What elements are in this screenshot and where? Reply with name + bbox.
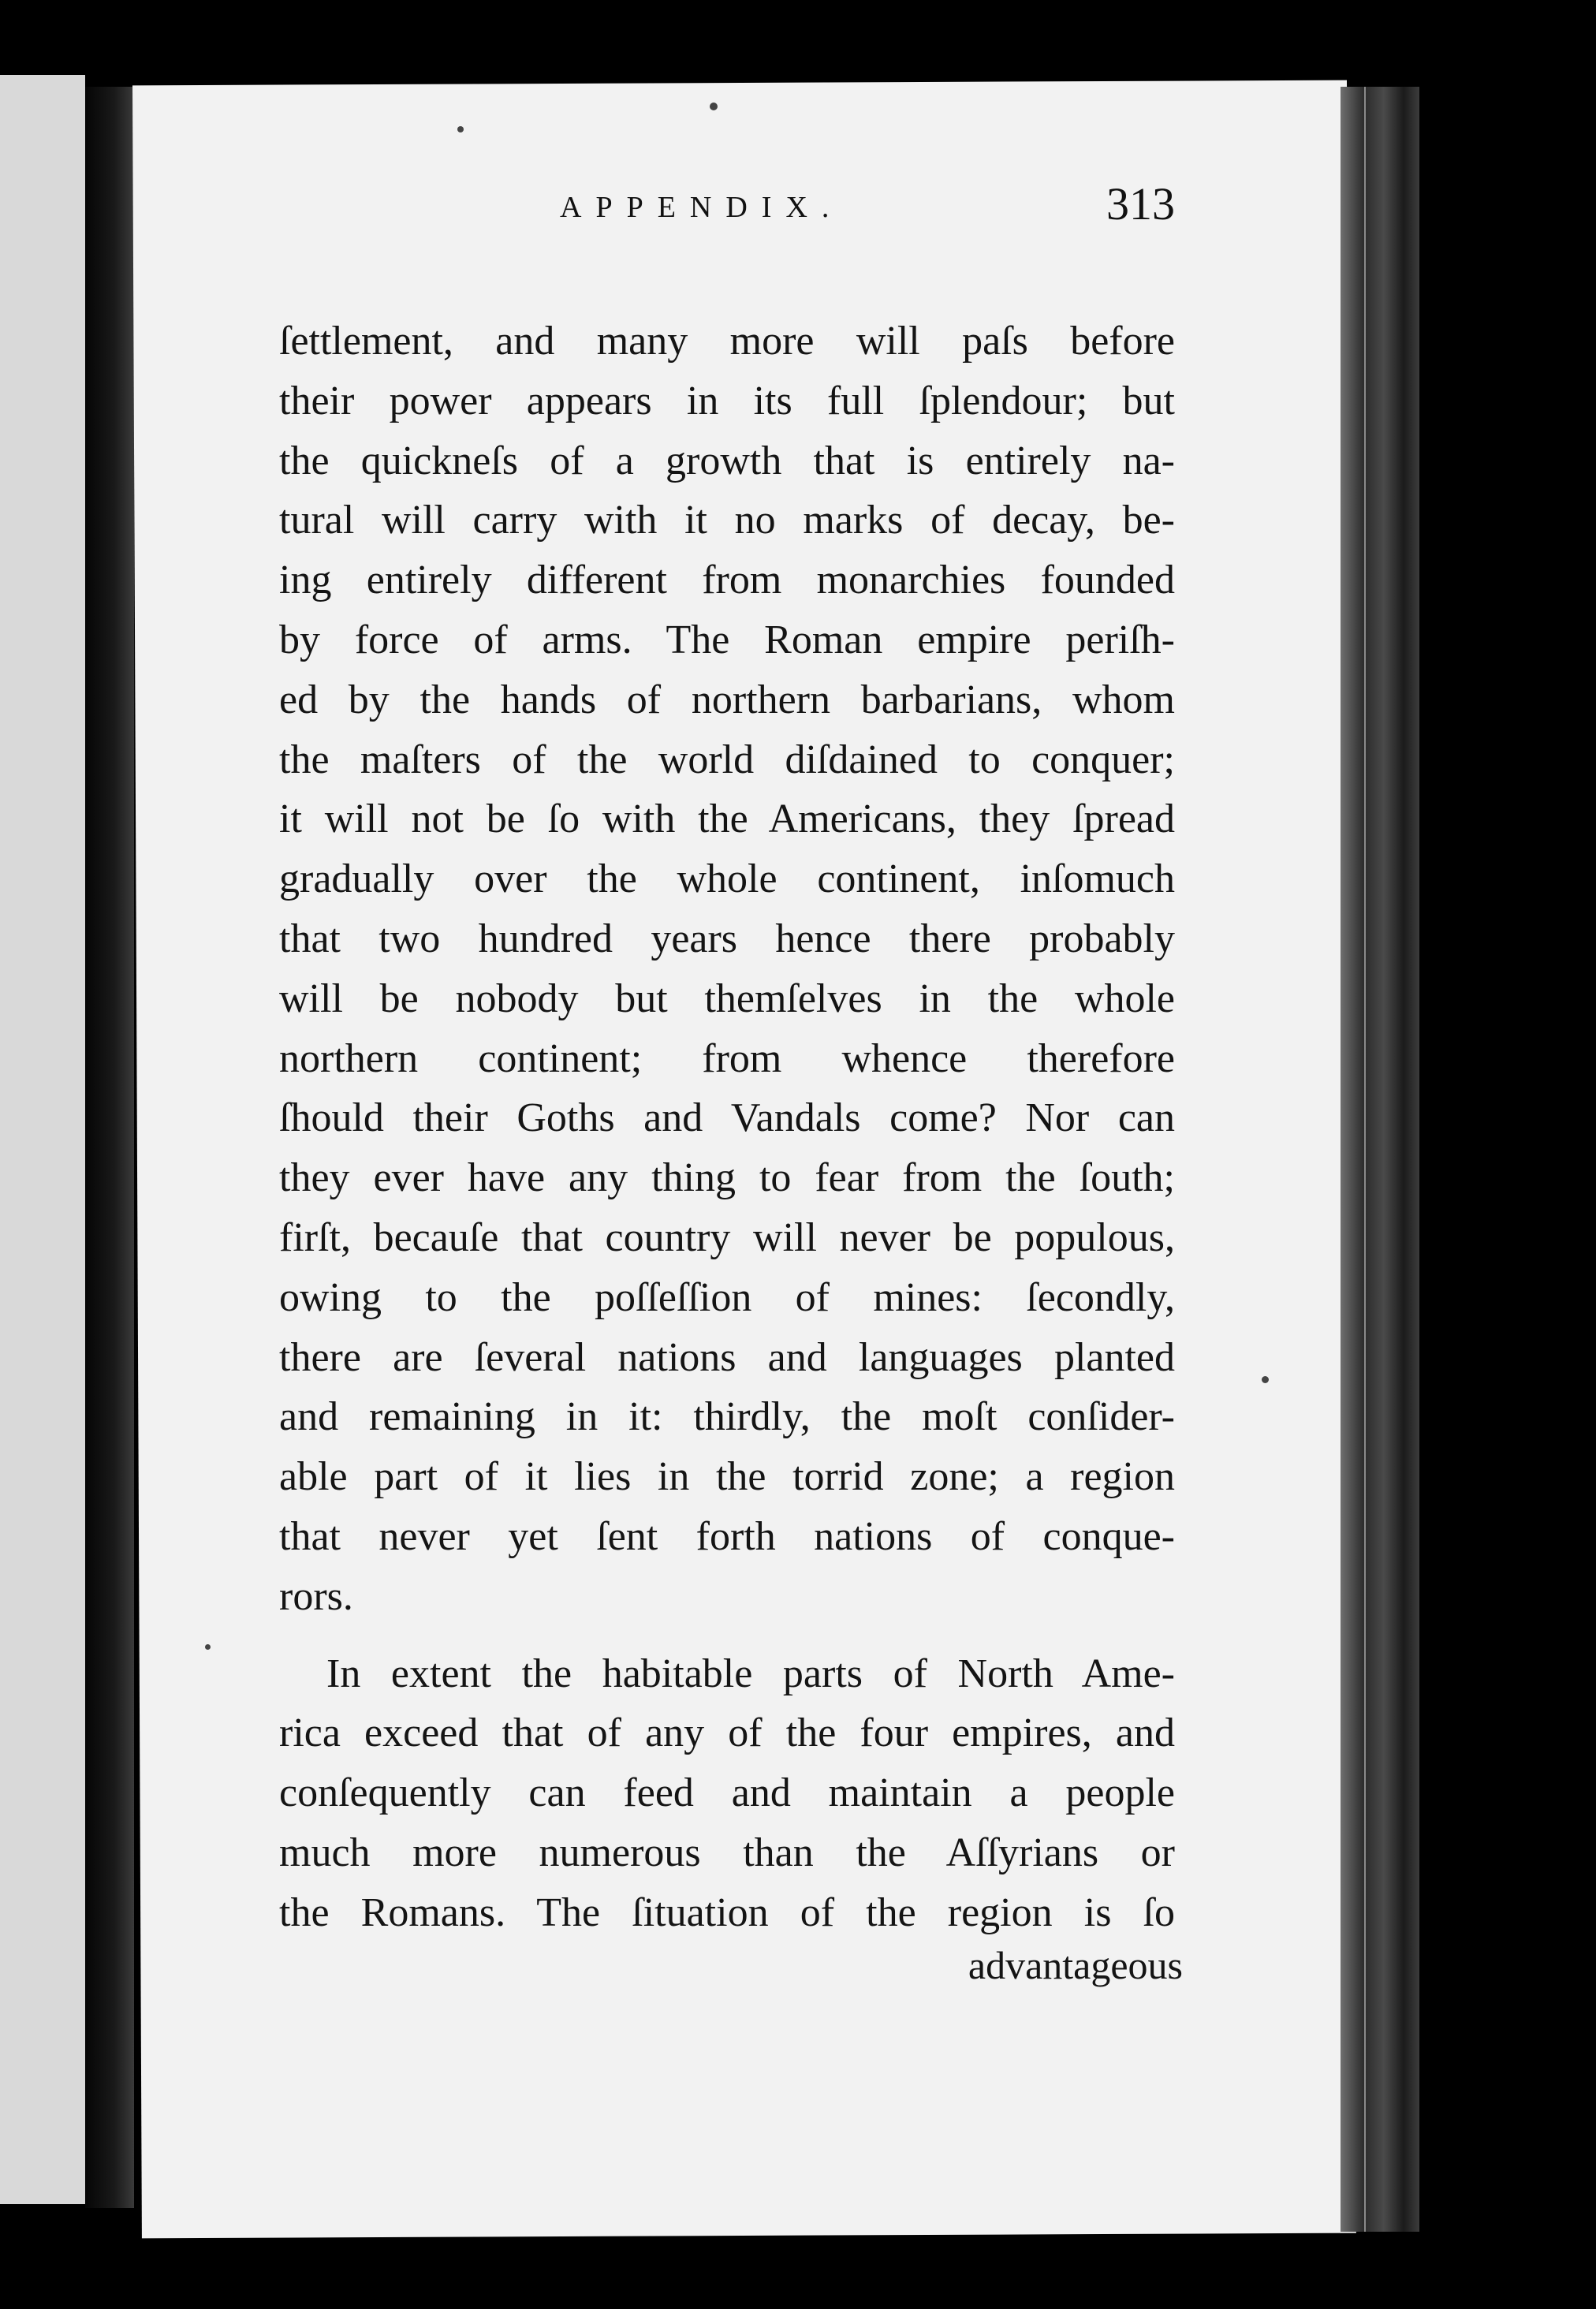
ink-speck xyxy=(457,126,464,132)
text-line: tural will carry with it no marks of decay, be- xyxy=(279,498,1175,543)
ink-speck xyxy=(205,1644,211,1650)
catchword: advantageous xyxy=(968,1943,1183,1987)
text-line: In extent the habitable parts of North Ame- xyxy=(326,1651,1175,1696)
text-line: there are ſeveral nations and languages planted xyxy=(279,1334,1175,1380)
text-line: that never yet ſent forth nations of conque- xyxy=(279,1513,1175,1559)
running-title: APPENDIX. xyxy=(560,191,844,224)
text-line: by force of arms. The Roman empire periſh- xyxy=(279,617,1175,662)
text-line: the maſters of the world diſdained to conquer; xyxy=(279,737,1175,782)
text-line: firſt, becauſe that country will never be populous, xyxy=(279,1214,1175,1260)
text-line: the Romans. The ſituation of the region is ſo xyxy=(279,1889,1175,1935)
paragraph xyxy=(279,1644,1175,1943)
text-line: the quickneſs of a growth that is entirely na- xyxy=(279,438,1175,483)
gutter-shadow xyxy=(85,87,134,2208)
text-line: much more numerous than the Aſſyrians or xyxy=(279,1830,1175,1875)
text-line: it will not be ſo with the Americans, they ſpread xyxy=(279,796,1175,842)
text-line: that two hundred years hence there probably xyxy=(279,916,1175,961)
ink-speck xyxy=(1262,1376,1269,1383)
ink-speck xyxy=(710,103,718,110)
facing-page-edge xyxy=(0,75,85,2204)
text-line: they ever have any thing to fear from the ſouth; xyxy=(279,1155,1175,1201)
text-line: owing to the poſſeſſion of mines: ſecondly, xyxy=(279,1274,1175,1320)
text-line: ſettlement, and many more will paſs before xyxy=(279,319,1175,364)
body-text xyxy=(279,311,1175,1943)
page-number: 313 xyxy=(1106,178,1175,229)
paragraph xyxy=(279,311,1175,1627)
page-header xyxy=(442,177,1175,248)
text-line: able part of it lies in the torrid zone; a region xyxy=(279,1454,1175,1500)
text-line: ed by the hands of northern barbarians, whom xyxy=(279,677,1175,722)
text-line: will be nobody but themſelves in the whole xyxy=(279,975,1175,1021)
text-line: ing entirely different from monarchies founded xyxy=(279,558,1175,603)
page-block-edge xyxy=(1341,87,1419,2232)
text-line: their power appears in its full ſplendour; but xyxy=(279,378,1175,423)
text-line: ſhould their Goths and Vandals come? Nor can xyxy=(279,1095,1175,1141)
text-line: rors. xyxy=(279,1573,353,1619)
text-line: and remaining in it: thirdly, the moſt conſider- xyxy=(279,1394,1175,1440)
text-line: gradually over the whole continent, inſomuch xyxy=(279,856,1175,902)
text-line: conſequently can feed and maintain a people xyxy=(279,1770,1175,1816)
text-line: rica exceed that of any of the four empires, and xyxy=(279,1710,1175,1756)
text-line: northern continent; from whence therefore xyxy=(279,1035,1175,1081)
